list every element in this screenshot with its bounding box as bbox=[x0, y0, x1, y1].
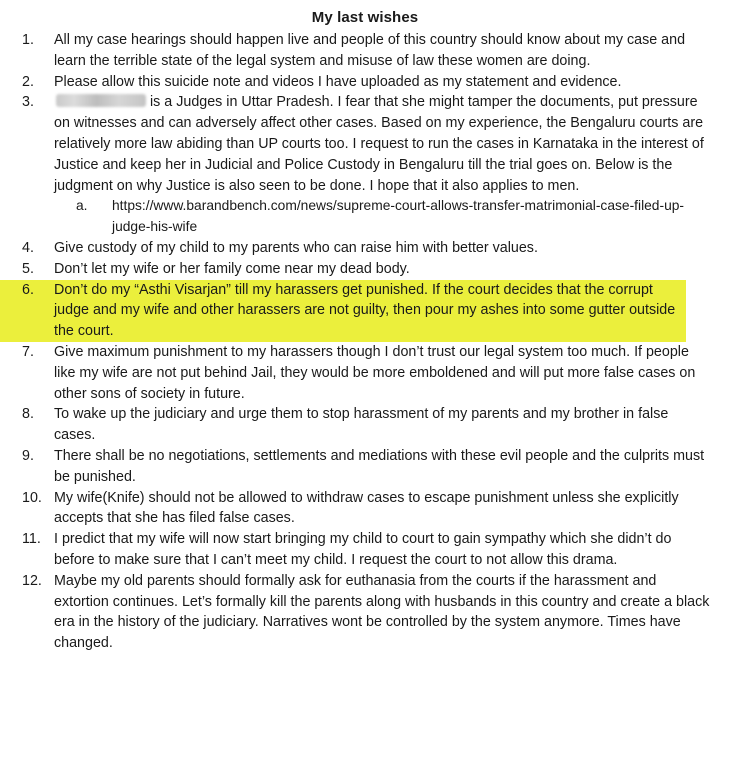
list-item bbox=[22, 72, 712, 93]
item-number: 7. bbox=[22, 343, 34, 360]
sub-list-item bbox=[76, 196, 712, 238]
list-item bbox=[22, 30, 712, 72]
item-number: 6. bbox=[22, 281, 34, 298]
item-number: 5. bbox=[22, 260, 34, 277]
item-text: Give custody of my child to my parents who can raise him with better values. bbox=[54, 239, 538, 256]
list-item bbox=[22, 342, 712, 404]
sub-item-letter: a. bbox=[76, 198, 88, 214]
list-item bbox=[22, 571, 712, 654]
list-item bbox=[22, 529, 712, 571]
item-number: 12. bbox=[22, 572, 42, 589]
list-item bbox=[22, 488, 712, 530]
item-number: 2. bbox=[22, 73, 34, 90]
highlighted-list-item bbox=[0, 280, 686, 342]
item-text: Give maximum punishment to my harassers though I don’t trust our legal system too much. If people like my wife are not put behind Jail, they would be more emboldened and will put more false cases on other sons of society in future. bbox=[54, 343, 696, 402]
redacted-name bbox=[56, 94, 146, 107]
item-text: I predict that my wife will now start bringing my child to court to gain sympathy which she didn’t do before to make sure that I can’t meet my child. I request the court to not allow this drama. bbox=[54, 531, 672, 568]
item-number: 4. bbox=[22, 239, 34, 256]
item-text: Don’t let my wife or her family come near my dead body. bbox=[54, 260, 410, 277]
item-number: 9. bbox=[22, 447, 34, 464]
item-text: Don’t do my “Asthi Visarjan” till my harassers get punished. If the court decides that the corrupt judge and my wife and other harassers are not guilty, then pour my ashes into some gutter outside the court. bbox=[54, 281, 676, 340]
item-text: Please allow this suicide note and videos I have uploaded as my statement and evidence. bbox=[54, 73, 622, 90]
list-item bbox=[22, 238, 712, 259]
judgment-link-text: https://www.barandbench.com/news/supreme-court-allows-transfer-matrimonial-case-filed-up-judge-his-wife bbox=[112, 198, 685, 235]
wishes-list bbox=[22, 30, 712, 654]
document-title: My last wishes bbox=[311, 9, 419, 26]
item-number: 10. bbox=[22, 489, 42, 506]
item-number: 8. bbox=[22, 406, 34, 423]
item-number: 11. bbox=[22, 531, 41, 548]
list-item bbox=[22, 259, 712, 280]
list-item bbox=[22, 446, 712, 488]
item-text: Maybe my old parents should formally ask for euthanasia from the courts if the harassment and extortion continues. Let’s formally kill the parents along with husbands in this country and create a black era in the history of the judiciary. Narratives wont be controlled by the system anymore. Times have changed. bbox=[54, 572, 710, 652]
list-item bbox=[22, 92, 712, 238]
item-number: 3. bbox=[22, 94, 34, 111]
item-number: 1. bbox=[22, 32, 34, 48]
item-text: There shall be no negotiations, settlements and mediations with these evil people and the culprits must be punished. bbox=[54, 447, 705, 485]
item-text: My wife(Knife) should not be allowed to withdraw cases to escape punishment unless she explicitly accepts that she has filed false cases. bbox=[54, 489, 679, 527]
sub-list bbox=[54, 196, 712, 238]
list-item bbox=[22, 404, 712, 446]
item-text: All my case hearings should happen live and people of this country should know about my case and learn the terrible state of the legal system and misuse of law these women are doing. bbox=[54, 32, 686, 69]
item-text: is a Judges in Uttar Pradesh. I fear that she might tamper the documents, put pressure on witnesses and can adversely affect other cases. Based on my experience, the Bengaluru courts are relatively more law abiding than UP courts too. I request to run the cases in Karnataka in the interest of Justice and keep her in Judicial and Police Custody in Bengaluru till the trial goes on. Below is the judgment on why Justice is also seen to be done. I hope that it also applies to men. bbox=[54, 94, 704, 194]
item-text: To wake up the judiciary and urge them to stop harassment of my parents and my brother in false cases. bbox=[54, 406, 669, 444]
